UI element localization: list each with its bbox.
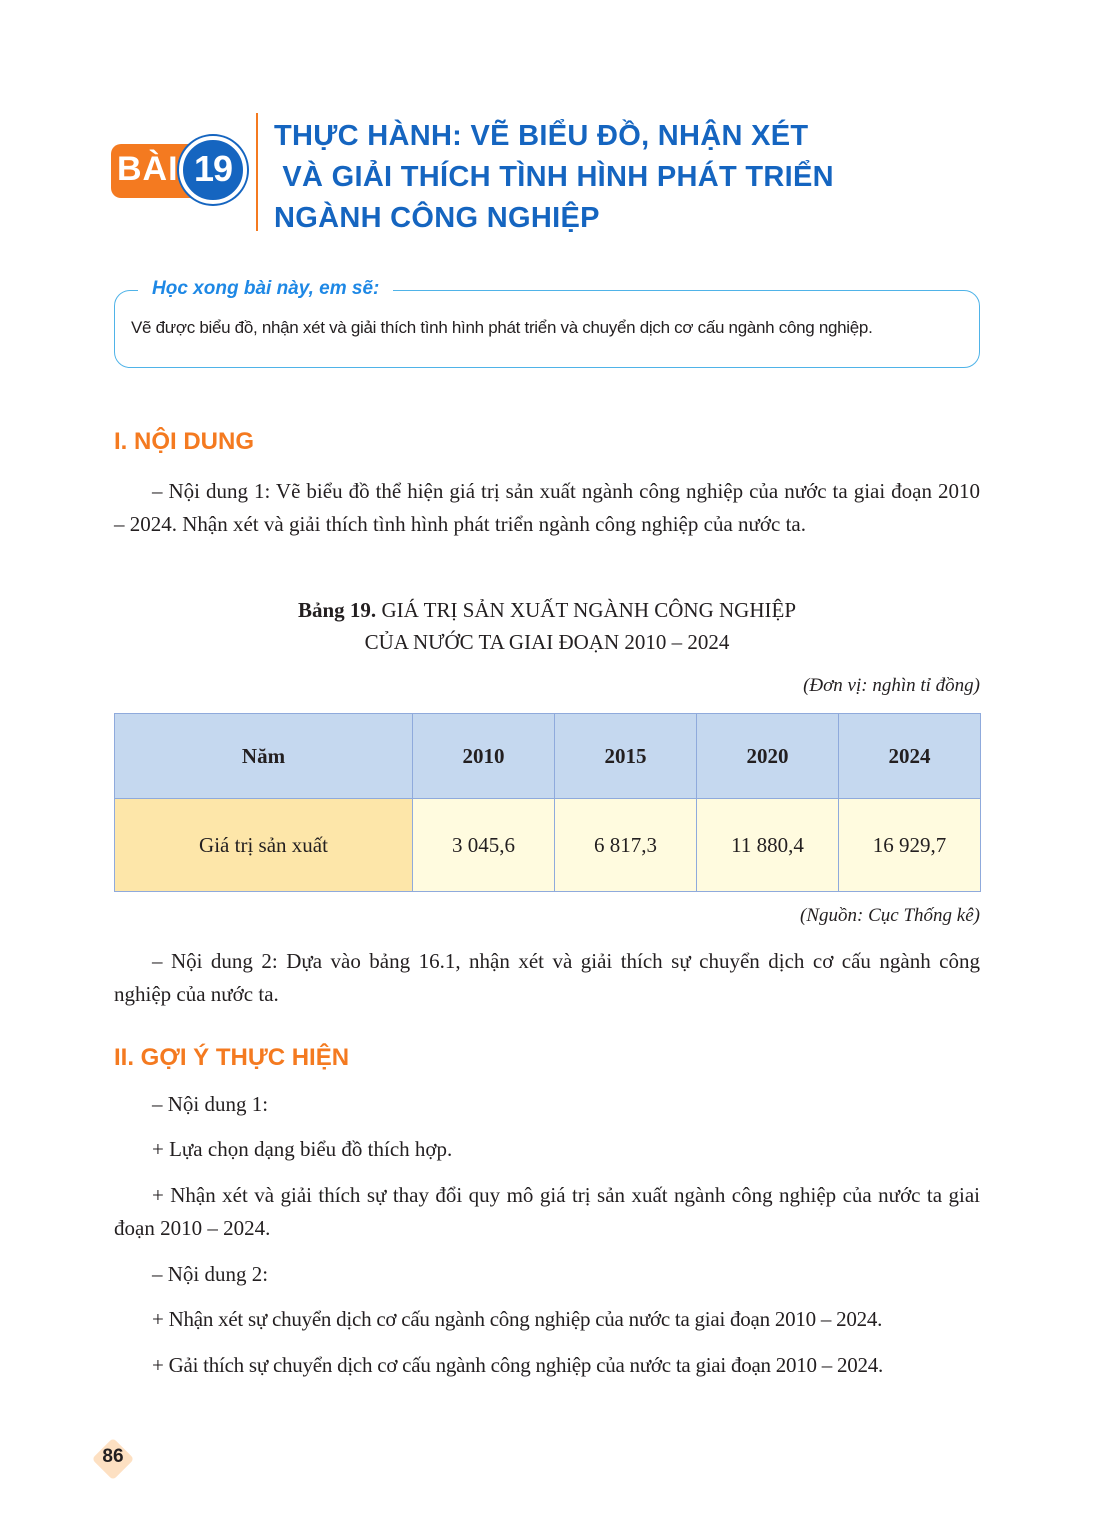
guide-line: + Nhận xét và giải thích sự thay đổi quy mô giá trị sản xuất ngành công nghiệp của nước ta giai đoạn 2010 – 2024. bbox=[114, 1183, 980, 1240]
table-header-cell: Năm bbox=[115, 714, 413, 799]
content-1-text: – Nội dung 1: Vẽ biểu đồ thể hiện giá trị sản xuất ngành công nghiệp của nước ta giai đoạn 2010 – 2024. Nhận xét và giải thích tình hình phát triển ngành công nghiệp của nước ta. bbox=[114, 479, 980, 536]
guide-line: + Lựa chọn dạng biểu đồ thích hợp. bbox=[152, 1137, 453, 1161]
lesson-title-line: THỰC HÀNH: VẼ BIỂU ĐỒ, NHẬN XÉT bbox=[274, 120, 809, 152]
table-cell: 11 880,4 bbox=[697, 799, 839, 892]
table-label: Bảng 19. bbox=[298, 598, 377, 622]
title-divider bbox=[256, 113, 258, 231]
table-header-cell: 2015 bbox=[555, 714, 697, 799]
table-cell: 6 817,3 bbox=[555, 799, 697, 892]
table-unit: (Đơn vị: nghìn tỉ đồng) bbox=[803, 675, 980, 696]
table-source: (Nguồn: Cục Thống kê) bbox=[800, 905, 980, 926]
guide-line: – Nội dung 2: bbox=[152, 1262, 269, 1286]
section-heading-guide: II. GỢI Ý THỰC HIỆN bbox=[114, 1044, 350, 1071]
content-2-paragraph bbox=[114, 945, 980, 1011]
section-heading-content: I. NỘI DUNG bbox=[114, 428, 255, 455]
page-number bbox=[94, 1440, 132, 1478]
content-2-text: – Nội dung 2: Dựa vào bảng 16.1, nhận xét và giải thích sự chuyển dịch cơ cấu ngành công nghiệp của nước ta. bbox=[114, 949, 980, 1006]
data-table bbox=[114, 713, 981, 892]
table-title-line-1: GIÁ TRỊ SẢN XUẤT NGÀNH CÔNG NGHIỆP bbox=[376, 598, 796, 622]
table-title bbox=[114, 594, 980, 626]
table-title-line-2: CỦA NƯỚC TA GIAI ĐOẠN 2010 – 2024 bbox=[364, 630, 730, 654]
table-row bbox=[115, 799, 981, 892]
lesson-title bbox=[274, 116, 974, 239]
table-header-row bbox=[115, 714, 981, 799]
table-cell: 3 045,6 bbox=[413, 799, 555, 892]
guide-line: + Nhận xét sự chuyển dịch cơ cấu ngành công nghiệp của nước ta giai đoạn 2010 – 2024. bbox=[152, 1307, 883, 1331]
table-header-cell: 2024 bbox=[839, 714, 981, 799]
lesson-badge bbox=[111, 136, 251, 206]
guide-line: + Gải thích sự chuyển dịch cơ cấu ngành công nghiệp của nước ta giai đoạn 2010 – 2024. bbox=[152, 1353, 884, 1377]
page-number-text: 86 bbox=[102, 1446, 124, 1467]
lesson-title-line: NGÀNH CÔNG NGHIỆP bbox=[274, 202, 600, 234]
table-row-label: Giá trị sản xuất bbox=[115, 799, 413, 892]
table-header-cell: 2010 bbox=[413, 714, 555, 799]
lesson-title-line: VÀ GIẢI THÍCH TÌNH HÌNH PHÁT TRIỂN bbox=[274, 161, 834, 193]
content-1-paragraph bbox=[114, 475, 980, 541]
table-cell: 16 929,7 bbox=[839, 799, 981, 892]
table-header-cell: 2020 bbox=[697, 714, 839, 799]
objectives-text: Vẽ được biểu đồ, nhận xét và giải thích tình hình phát triển và chuyển dịch cơ cấu ngành công nghiệp. bbox=[131, 318, 873, 337]
objectives-heading: Học xong bài này, em sẽ: bbox=[138, 276, 393, 302]
guide-line: – Nội dung 1: bbox=[152, 1092, 269, 1116]
guide-paragraph bbox=[114, 1179, 980, 1245]
lesson-label: BÀI bbox=[117, 150, 179, 188]
lesson-number: 19 bbox=[193, 148, 233, 189]
